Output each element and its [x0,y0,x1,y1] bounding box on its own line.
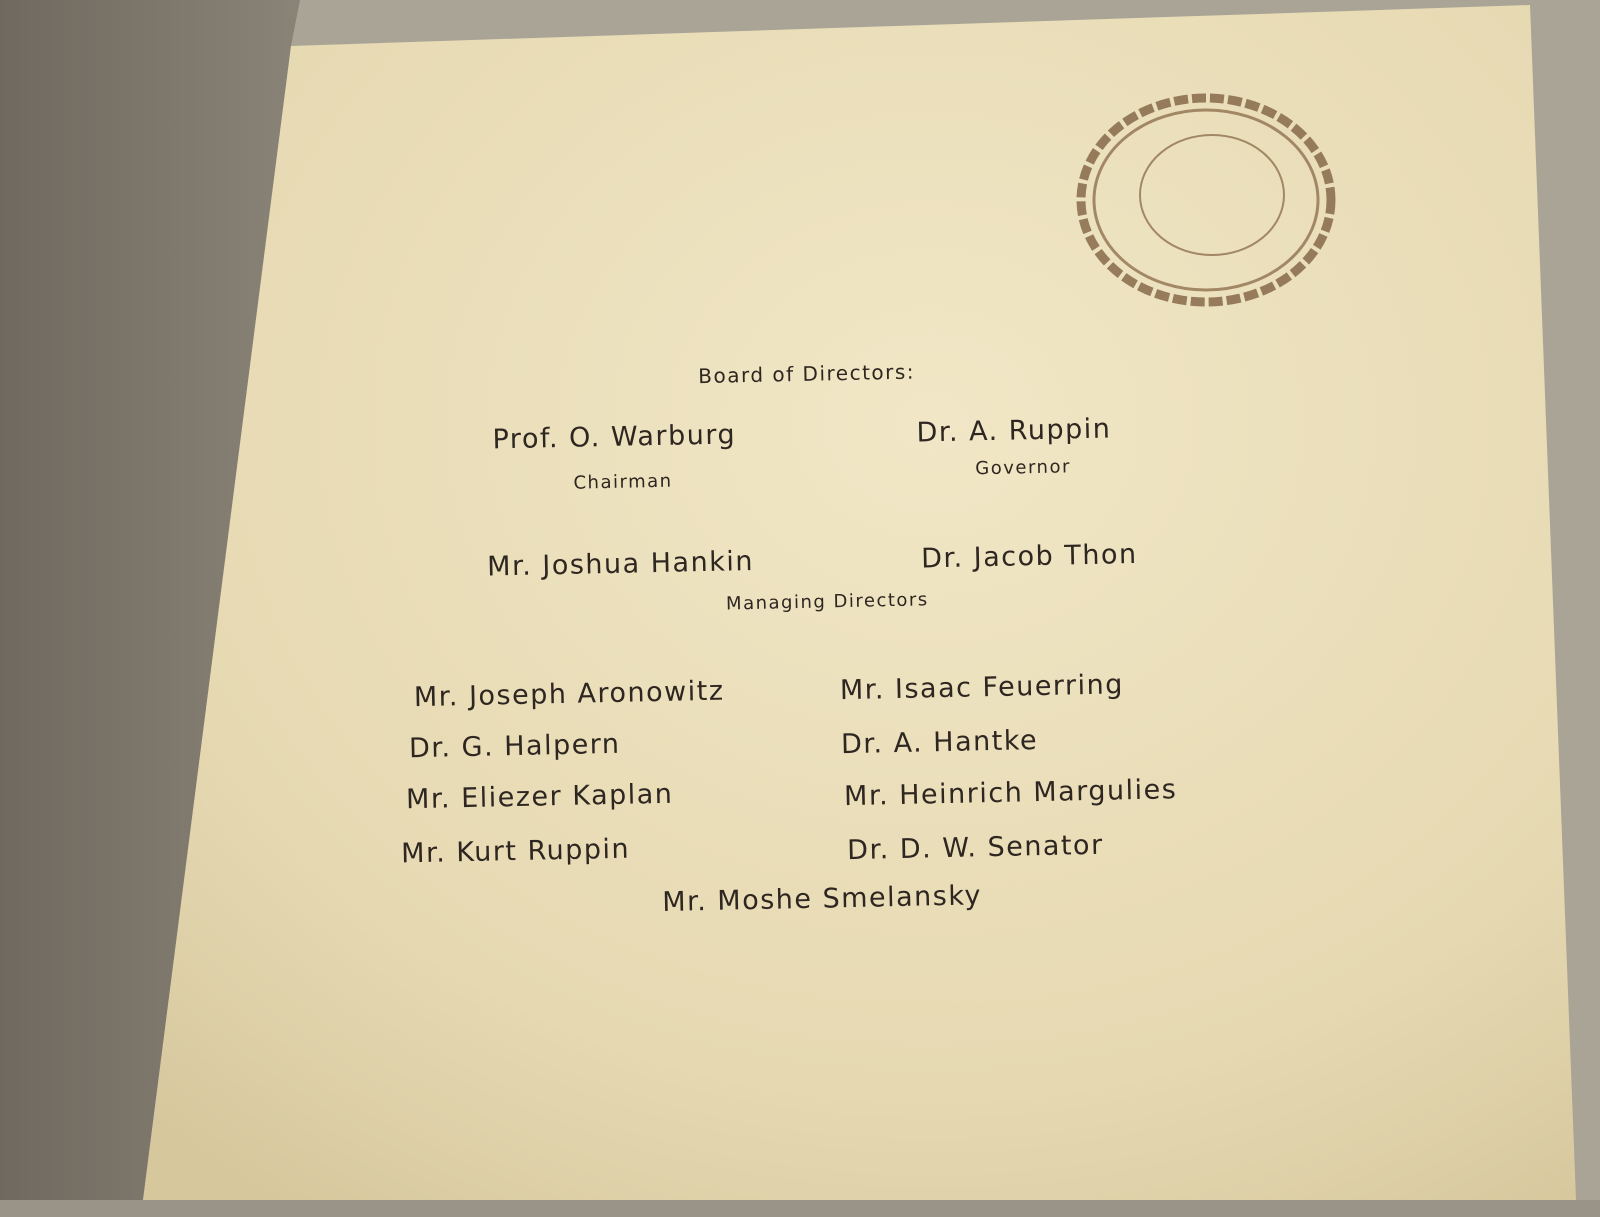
officer-role: Governor [975,456,1072,480]
member-name: Mr. Eliezer Kaplan [405,778,674,816]
member-name: Dr. A. Hantke [840,725,1039,761]
managing-director-name: Mr. Joshua Hankin [486,545,755,583]
heading: Board of Directors: [698,359,916,389]
officer-role: Chairman [573,470,673,494]
member-name: Dr. G. Halpern [408,728,621,765]
managing-role: Managing Directors [725,589,929,615]
member-name: Dr. D. W. Senator [846,829,1104,867]
member-name: Mr. Kurt Ruppin [400,833,631,870]
member-name: Mr. Moshe Smelansky [661,880,983,918]
member-name: Mr. Joseph Aronowitz [413,675,725,714]
officer-name: Prof. O. Warburg [492,419,737,456]
managing-director-name: Dr. Jacob Thon [920,538,1138,575]
member-name: Mr. Heinrich Margulies [843,774,1178,813]
member-name: Mr. Isaac Feuerring [839,669,1125,707]
officer-name: Dr. A. Ruppin [916,413,1112,449]
